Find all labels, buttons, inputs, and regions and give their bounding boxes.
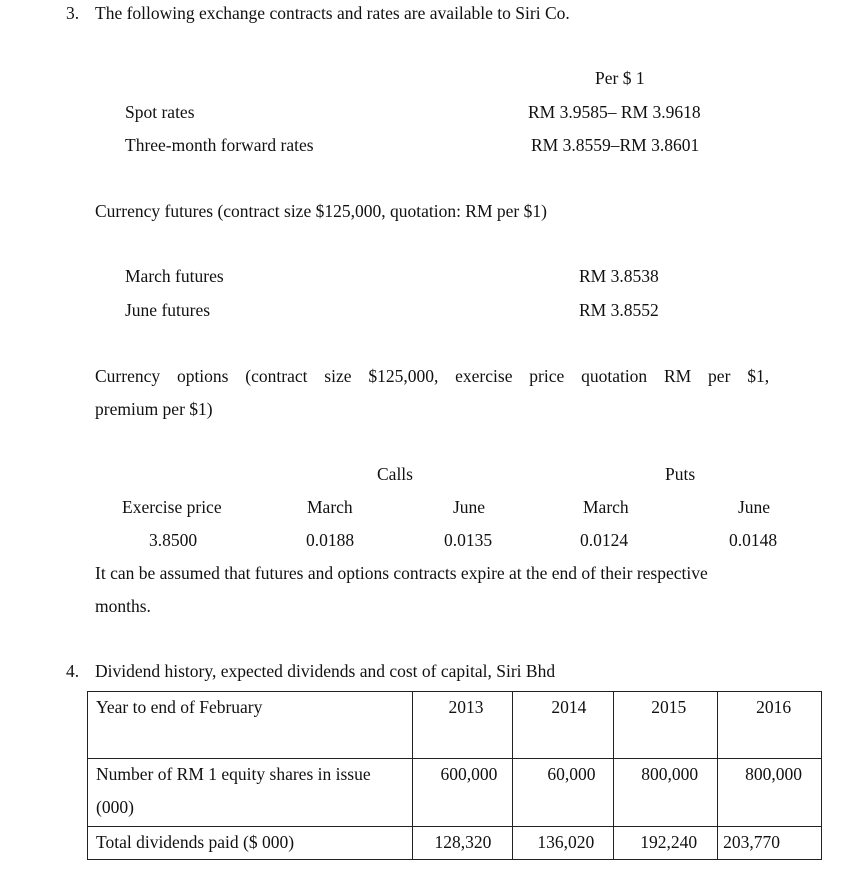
dividends-2013: 128,320 [434,832,492,852]
question-3-intro: The following exchange contracts and rates are available to Siri Co. [95,3,570,23]
calls-march-label: March [307,497,353,517]
dividends-label: Total dividends paid ($ 000) [96,832,295,852]
question-4-number: 4. [66,661,80,681]
calls-label: Calls [377,464,413,484]
shares-2016: 800,000 [745,764,802,784]
year-2015-header: 2015 [651,697,687,717]
calls-june-label: June [453,497,486,517]
year-2016-header: 2016 [756,697,792,717]
spot-rates-value: RM 3.9585– RM 3.9618 [528,102,701,122]
dividends-2014: 136,020 [537,832,595,852]
dividends-2016: 203,770 [723,832,780,852]
dividends-2015: 192,240 [640,832,698,852]
puts-june-label: June [738,497,771,517]
options-heading-line1: Currency options (contract size $125,000, exercise price quotation RM per $1, [95,366,770,386]
shares-2014: 60,000 [547,764,596,784]
table-header-row [88,692,822,759]
question-3-number: 3. [66,3,80,23]
shares-2013: 600,000 [440,764,498,784]
assumption-line1: It can be assumed that futures and options contracts expire at the end of their respective [95,563,708,583]
shares-label-line1: Number of RM 1 equity shares in issue [96,764,371,784]
forward-rates-value: RM 3.8559–RM 3.8601 [531,135,700,155]
march-futures-label: March futures [125,266,224,286]
june-futures-label: June futures [125,300,211,320]
options-heading-line2: premium per $1) [95,399,213,419]
calls-march-value: 0.0188 [306,530,355,550]
year-end-header: Year to end of February [96,697,263,717]
shares-2015: 800,000 [641,764,699,784]
futures-heading: Currency futures (contract size $125,000, quotation: RM per $1) [95,201,547,221]
assumption-line2: months. [95,596,151,616]
exercise-price-label: Exercise price [122,497,222,517]
puts-june-value: 0.0148 [729,530,778,550]
puts-label: Puts [665,464,696,484]
shares-label-line2: (000) [96,797,134,817]
table-row [88,827,822,860]
year-2013-header: 2013 [448,697,484,717]
dividend-history-table [87,691,822,860]
question-4-heading: Dividend history, expected dividends and cost of capital, Siri Bhd [95,661,556,681]
puts-march-value: 0.0124 [580,530,629,550]
march-futures-value: RM 3.8538 [579,266,659,286]
exercise-price-value: 3.8500 [149,530,198,550]
per-dollar-header: Per $ 1 [595,68,645,88]
puts-march-label: March [583,497,629,517]
june-futures-value: RM 3.8552 [579,300,659,320]
forward-rates-label: Three-month forward rates [125,135,314,155]
calls-june-value: 0.0135 [444,530,493,550]
table-row [88,759,822,827]
spot-rates-label: Spot rates [125,102,195,122]
year-2014-header: 2014 [551,697,587,717]
